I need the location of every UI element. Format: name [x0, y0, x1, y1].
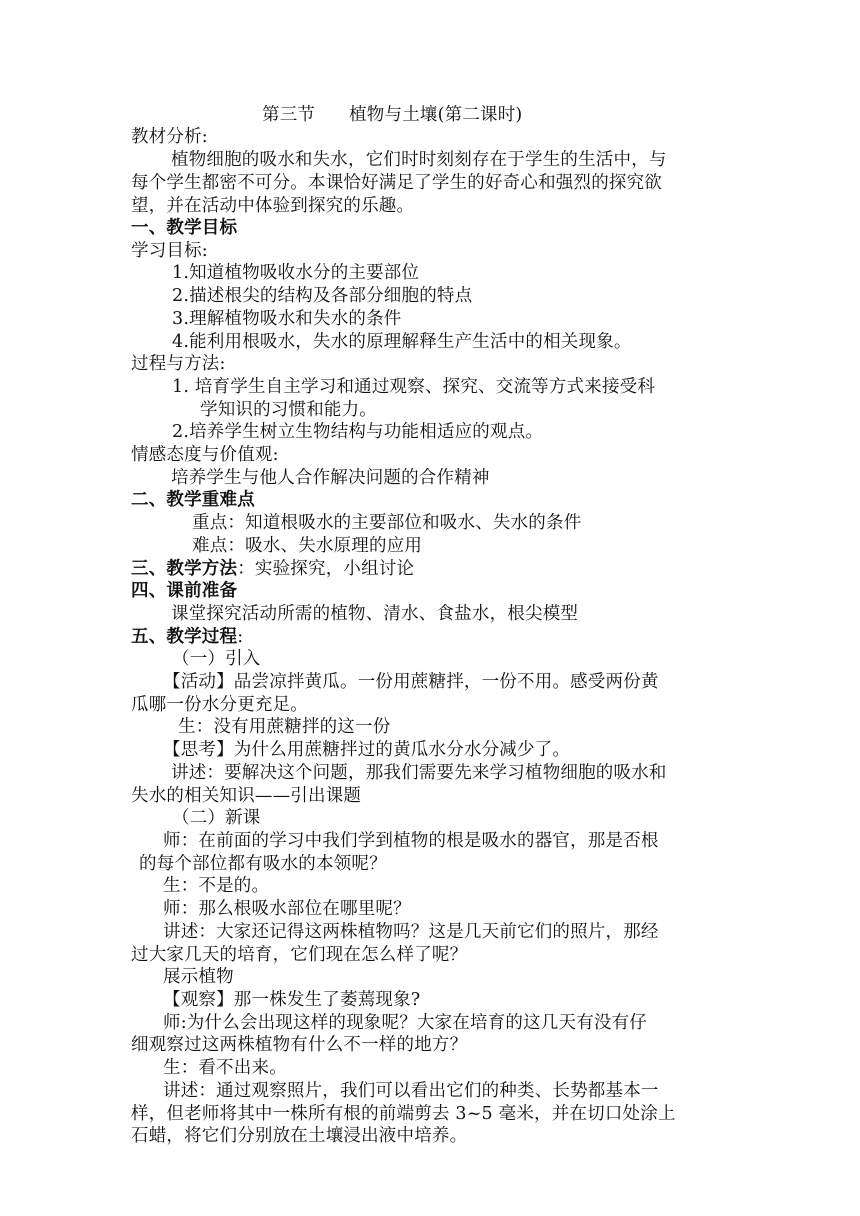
method-text: ：实验探究，小组讨论: [237, 559, 415, 579]
emotion-text: 培养学生与他人合作解决问题的合作精神: [171, 468, 490, 488]
method-line: [131, 558, 414, 580]
process-line: 失水的相关知识——引出课题: [131, 786, 362, 806]
section-heading-key-points: 二、教学重难点: [131, 490, 255, 510]
process-line: 讲述：通过观察照片，我们可以看出它们的种类、长势都基本一: [163, 1081, 659, 1101]
learning-goal-item: 3.理解植物吸水和失水的条件: [172, 309, 402, 329]
page-title: [262, 104, 522, 126]
process-line: 细观察过这两株植物有什么不一样的地方？: [131, 1035, 468, 1055]
analysis-line: 望，并在活动中体验到探究的乐趣。: [131, 196, 415, 216]
process-line: 生：看不出来。: [163, 1058, 287, 1078]
section-heading-preparation: 四、课前准备: [131, 581, 238, 601]
section-heading-goals: 一、教学目标: [131, 218, 238, 238]
subsection-heading: （一）引入: [172, 649, 261, 669]
process-line: 【观察】那一株发生了萎蔫现象?: [163, 990, 421, 1010]
section-heading-process: 五、教学过程: [131, 627, 238, 647]
process-line: 生：没有用蔗糖拌的这一份: [178, 717, 391, 737]
learning-goal-item: 1.知道植物吸收水分的主要部位: [172, 263, 420, 283]
process-line: 师:为什么会出现这样的现象呢？大家在培育的这几天有没有仔: [163, 1013, 647, 1033]
process-line: 石蜡，将它们分别放在土壤浸出液中培养。: [131, 1126, 468, 1146]
process-method-item: 学知识的习惯和能力。: [200, 400, 377, 420]
title-section: 第三节: [262, 105, 316, 125]
process-method-item: 2.培养学生树立生物结构与功能相适应的观点。: [172, 422, 544, 442]
analysis-heading: 教材分析:: [131, 127, 208, 147]
process-line: 的每个部位都有吸水的本领呢？: [139, 854, 387, 874]
process-method-label: 过程与方法:: [131, 354, 226, 374]
title-topic: 植物与土壤(第二课时): [349, 105, 523, 125]
process-line: 样，但老师将其中一株所有根的前端剪去 3~5 毫米，并在切口处涂上: [131, 1104, 676, 1124]
section-heading-method: 三、教学方法: [131, 559, 238, 579]
process-method-item: 1. 培育学生自主学习和通过观察、探究、交流等方式来接受科: [172, 377, 656, 397]
process-line: 瓜哪一份水分更充足。: [131, 695, 308, 715]
difficulty-point: 难点：吸水、失水原理的应用: [192, 536, 423, 556]
process-line: 师：在前面的学习中我们学到植物的根是吸水的器官，那是否根: [163, 831, 659, 851]
process-line: 展示植物: [163, 967, 234, 987]
process-heading-line: [131, 626, 243, 648]
preparation-text: 课堂探究活动所需的植物、清水、食盐水，根尖模型: [171, 604, 579, 624]
process-line: 【活动】品尝凉拌黄瓜。一份用蔗糖拌，一份不用。感受两份黄: [163, 672, 659, 692]
process-line: 讲述：大家还记得这两株植物吗？这是几天前它们的照片，那经: [163, 922, 659, 942]
analysis-line: 每个学生都密不可分。本课恰好满足了学生的好奇心和强烈的探究欲: [131, 173, 662, 193]
process-line: 生：不是的。: [163, 876, 270, 896]
analysis-line: 植物细胞的吸水和失水，它们时时刻刻存在于学生的生活中，与: [171, 150, 667, 170]
learning-goal-item: 4.能利用根吸水，失水的原理解释生产生活中的相关现象。: [172, 332, 632, 352]
learning-goal-item: 2.描述根尖的结构及各部分细胞的特点: [172, 286, 473, 306]
process-line: 过大家几天的培育，它们现在怎么样了呢？: [131, 945, 468, 965]
process-line: 讲述：要解决这个问题，那我们需要先来学习植物细胞的吸水和: [171, 763, 667, 783]
process-line: 【思考】为什么用蔗糖拌过的黄瓜水分水分减少了。: [163, 740, 571, 760]
process-heading-colon: :: [237, 627, 244, 647]
subsection-heading: （二）新课: [172, 808, 261, 828]
learning-goals-label: 学习目标:: [131, 241, 208, 261]
focus-point: 重点：知道根吸水的主要部位和吸水、失水的条件: [192, 513, 582, 533]
emotion-label: 情感态度与价值观:: [131, 445, 279, 465]
process-line: 师：那么根吸水部位在哪里呢？: [163, 899, 411, 919]
